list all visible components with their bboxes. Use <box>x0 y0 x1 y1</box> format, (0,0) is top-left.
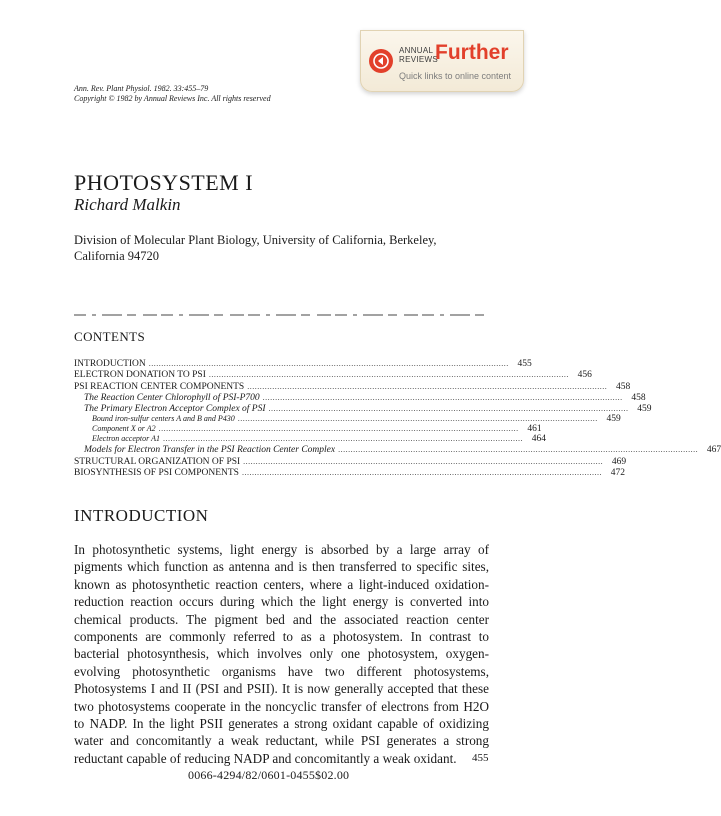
toc-page: 458 <box>615 381 631 392</box>
toc-entry[interactable] <box>74 358 532 369</box>
badge-reviews-label: REVIEWS <box>399 55 438 64</box>
footer-code: 0066-4294/82/0601-0455$02.00 <box>188 768 350 782</box>
toc-page: 459 <box>637 404 652 415</box>
toc-page: 472 <box>610 468 625 479</box>
toc-page: 461 <box>527 424 542 435</box>
toc-label: Models for Electron Transfer in the PSI Reaction Center Complex <box>84 445 336 456</box>
author-name: Richard Malkin <box>74 195 181 214</box>
toc-page: 455 <box>517 359 532 369</box>
toc-leader: ................................................................................................................................................ <box>162 434 523 444</box>
toc-entry[interactable] <box>74 434 546 445</box>
toc-page: 458 <box>631 392 646 403</box>
table-of-contents <box>74 358 721 479</box>
toc-entry[interactable] <box>74 467 625 479</box>
toc-page: 464 <box>531 434 546 445</box>
badge-annual-reviews <box>399 46 438 64</box>
toc-leader: ................................................................................................................................................ <box>338 445 699 455</box>
toc-leader: ................................................................................................................................................ <box>268 404 629 414</box>
toc-label: Bound iron-sulfur centers A and B and P430 <box>92 414 235 424</box>
toc-label: STRUCTURAL ORGANIZATION OF PSI <box>74 456 241 467</box>
toc-leader: ................................................................................................................................................ <box>262 392 623 402</box>
article-title: PHOTOSYSTEM I <box>74 170 254 195</box>
badge-subtitle: Quick links to online content <box>399 71 512 81</box>
citation <box>74 84 271 104</box>
section-divider <box>74 314 488 316</box>
toc-leader: ................................................................................................................................................ <box>158 424 519 434</box>
badge-further-label: Further <box>435 41 509 64</box>
toc-label: Electron acceptor A1 <box>92 434 160 444</box>
toc-leader: ................................................................................................................................................ <box>243 456 604 466</box>
toc-entry[interactable] <box>74 456 627 467</box>
toc-entry[interactable] <box>74 414 621 425</box>
body-paragraph: In photosynthetic systems, light energy is absorbed by a large array of pigments which function as antenna and is then transferred to specific sites, known as photosynthetic reaction centers, where a light-induced oxidation-reduction reaction occurs during which the light energy is converted into chemical products. The pigment bed and the associated reaction center components are commonly referred to as a photosystem. In contrast to bacterial photosynthesis, which involves only one photosystem, oxygen-evolving photosynthetic organisms have two different photosystems, Photosystems I and II (PSI and PSII). It is now generally accepted that these two photosystems cooperate in the noncyclic transfer of electrons from H2O to NADP. In the light PSII generates a strong oxidant capable of oxidizing water and concomitantly a weak reductant, while PSI generates a strong reductant capable of reducing NADP and concomitantly a weak oxidant. <box>74 542 489 766</box>
toc-page: 456 <box>577 370 592 381</box>
toc-entry[interactable] <box>74 444 721 456</box>
further-badge[interactable] <box>360 30 524 92</box>
toc-leader: ................................................................................................................................................ <box>237 414 598 424</box>
toc-label: ELECTRON DONATION TO PSI <box>74 370 206 381</box>
citation-line-2: Copyright © 1982 by Annual Reviews Inc. All rights reserved <box>74 94 271 103</box>
toc-entry[interactable] <box>74 381 631 392</box>
toc-entry[interactable] <box>74 424 542 435</box>
badge-annual-label: ANNUAL <box>399 46 434 55</box>
toc-label: The Reaction Center Chlorophyll of PSI-P700 <box>84 392 260 403</box>
toc-leader: ................................................................................................................................................ <box>208 370 569 380</box>
toc-page: 469 <box>611 456 627 467</box>
toc-entry[interactable] <box>74 392 646 403</box>
toc-leader: ................................................................................................................................................ <box>241 468 602 478</box>
back-arrow-icon <box>369 49 393 73</box>
toc-label: INTRODUCTION <box>74 359 146 369</box>
toc-label: BIOSYNTHESIS OF PSI COMPONENTS <box>74 468 239 479</box>
toc-label: Component X or A2 <box>92 424 156 434</box>
citation-line-1: Ann. Rev. Plant Physiol. 1982. 33:455–79 <box>74 84 209 93</box>
toc-leader: ................................................................................................................................................ <box>247 381 608 391</box>
toc-page: 467 <box>706 445 721 456</box>
toc-label: PSI REACTION CENTER COMPONENTS <box>74 381 245 392</box>
toc-leader: ................................................................................................................................................ <box>148 359 509 368</box>
toc-entry[interactable] <box>74 403 652 415</box>
contents-heading: CONTENTS <box>74 329 146 344</box>
toc-entry[interactable] <box>74 369 592 381</box>
section-heading: INTRODUCTION <box>74 506 209 525</box>
toc-label: The Primary Electron Acceptor Complex of PSI <box>84 404 266 415</box>
author-affiliation: Division of Molecular Plant Biology, University of California, Berkeley, California 94720 <box>74 233 437 263</box>
toc-page: 459 <box>606 414 621 425</box>
page-number: 455 <box>472 752 489 764</box>
